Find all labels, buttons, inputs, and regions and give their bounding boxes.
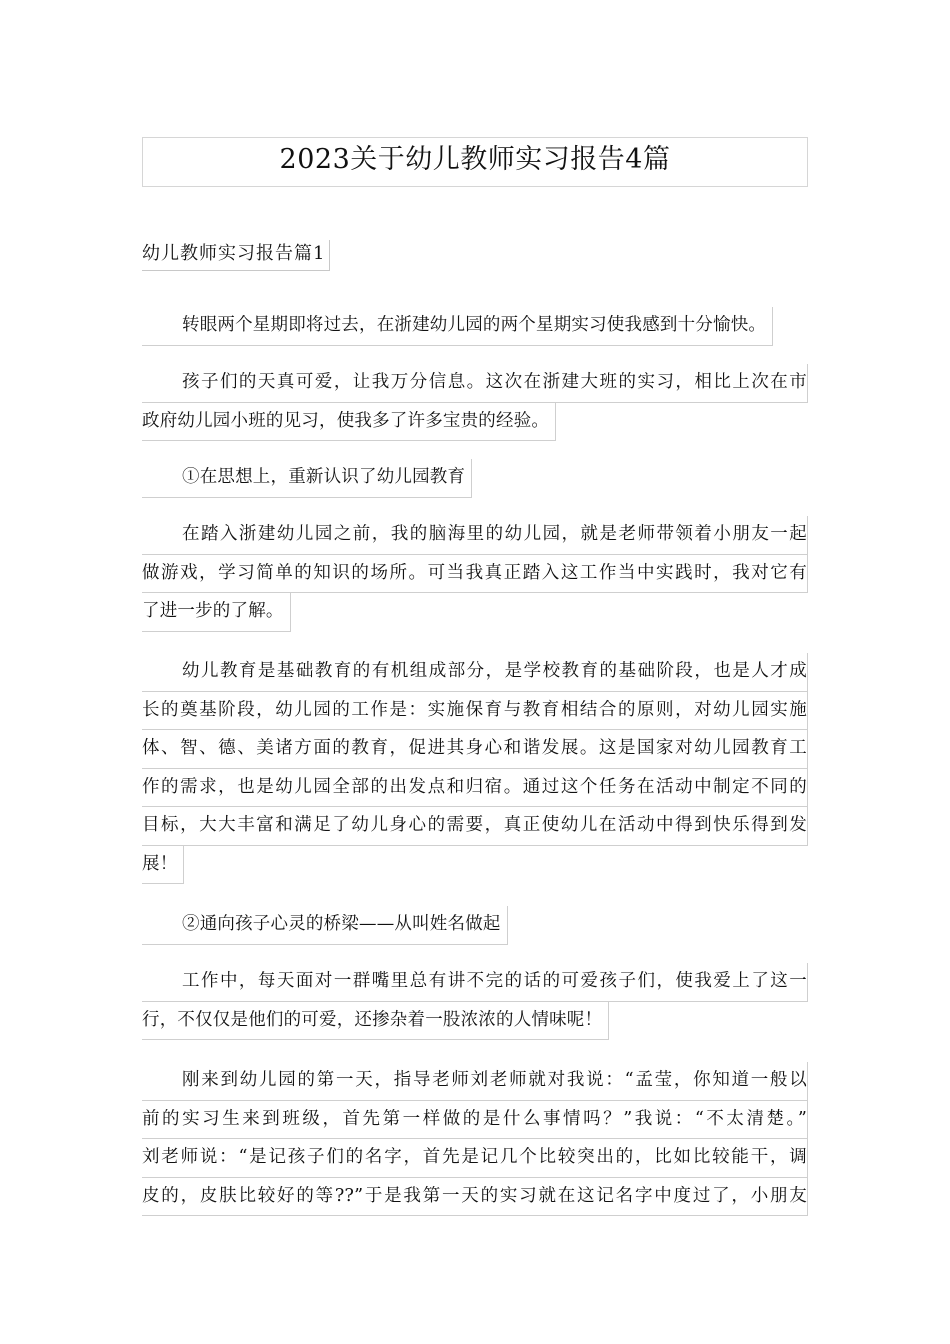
paragraph-line: 作的需求，也是幼儿园全部的出发点和归宿。通过这个任务在活动中制定不同的 <box>142 769 808 808</box>
paragraph-3 <box>142 459 808 503</box>
paragraph-line: 前的实习生来到班级，首先第一样做的是什么事情吗？”我说：“不太清楚。” <box>142 1101 808 1140</box>
paragraph-line: ①在思想上，重新认识了幼儿园教育 <box>142 459 472 498</box>
paragraph-2 <box>142 364 808 446</box>
paragraph-line: 目标，大大丰富和满足了幼儿身心的需要，真正使幼儿在活动中得到快乐得到发 <box>142 807 808 846</box>
paragraph-line: 孩子们的天真可爱，让我万分信息。这次在浙建大班的实习，相比上次在市 <box>142 364 808 403</box>
paragraph-line: 做游戏，学习简单的知识的场所。可当我真正踏入这工作当中实践时，我对它有 <box>142 555 808 594</box>
paragraph-line: 转眼两个星期即将过去，在浙建幼儿园的两个星期实习使我感到十分愉快。 <box>142 307 773 346</box>
paragraph-line: 刚来到幼儿园的第一天，指导老师刘老师就对我说：“孟莹，你知道一般以 <box>142 1062 808 1101</box>
document-title: 2023关于幼儿教师实习报告4篇 <box>279 144 671 175</box>
paragraph-7 <box>142 963 808 1045</box>
paragraph-5 <box>142 653 808 889</box>
paragraph-line: 长的奠基阶段，幼儿园的工作是：实施保育与教育相结合的原则，对幼儿园实施 <box>142 692 808 731</box>
document-title-box <box>142 137 808 187</box>
paragraph-line: 在踏入浙建幼儿园之前，我的脑海里的幼儿园，就是老师带领着小朋友一起 <box>142 516 808 555</box>
paragraph-line: 了进一步的了解。 <box>142 593 291 632</box>
paragraph-4 <box>142 516 808 637</box>
paragraph-1 <box>142 307 808 351</box>
paragraph-line: 展！ <box>142 846 184 885</box>
paragraph-8 <box>142 1062 808 1216</box>
paragraph-line: 体、智、德、美诸方面的教育，促进其身心和谐发展。这是国家对幼儿园教育工 <box>142 730 808 769</box>
section-heading: 幼儿教师实习报告篇1 <box>142 240 330 271</box>
paragraph-line: 政府幼儿园小班的见习，使我多了许多宝贵的经验。 <box>142 403 556 442</box>
paragraph-line: 行，不仅仅是他们的可爱，还掺杂着一股浓浓的人情味呢！ <box>142 1002 609 1041</box>
paragraph-line: ②通向孩子心灵的桥梁——从叫姓名做起 <box>142 906 508 945</box>
paragraph-line: 皮的，皮肤比较好的等??”于是我第一天的实习就在这记名字中度过了，小朋友 <box>142 1178 808 1217</box>
paragraph-line: 刘老师说：“是记孩子们的名字，首先是记几个比较突出的，比如比较能干，调 <box>142 1139 808 1178</box>
paragraph-6 <box>142 906 808 950</box>
paragraph-line: 工作中，每天面对一群嘴里总有讲不完的话的可爱孩子们，使我爱上了这一 <box>142 963 808 1002</box>
paragraph-line: 幼儿教育是基础教育的有机组成部分，是学校教育的基础阶段，也是人才成 <box>142 653 808 692</box>
